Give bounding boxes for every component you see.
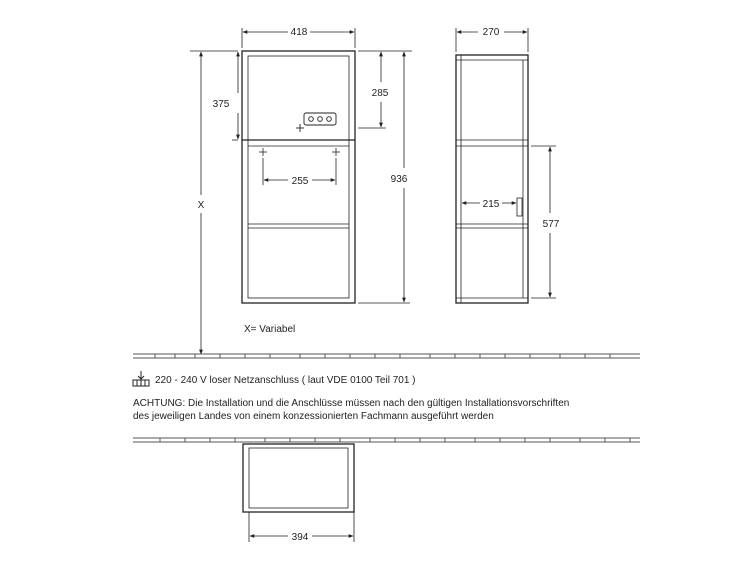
top-view-cabinet: [243, 444, 354, 512]
electrical-connection-icon: [131, 370, 151, 388]
warning-line-1: ACHTUNG: Die Installation und die Anschlüsse müssen nach den gültigen Installationsvorschriften: [133, 398, 570, 409]
warning-line-2: des jeweiligen Landes von einem konzessionierten Fachmann ausgeführt werden: [133, 411, 494, 422]
side-dimension-lines: [456, 28, 556, 298]
dim-variable-x: X: [197, 200, 205, 211]
power-connection-note: 220 - 240 V loser Netzanschluss ( laut VDE 0100 Teil 701 ): [155, 375, 416, 386]
dim-lower-height: 577: [542, 219, 560, 230]
dim-height-285: 285: [371, 88, 389, 99]
upper-floor-line: [133, 354, 640, 358]
dim-height-375: 375: [212, 99, 230, 110]
dim-side-inner: 215: [482, 199, 500, 210]
variable-note: X= Variabel: [244, 324, 296, 335]
socket-outlet-icon: [296, 113, 336, 132]
side-view-cabinet: [456, 55, 528, 303]
dim-bottom-width: 394: [291, 532, 309, 543]
front-dimension-lines: [190, 28, 412, 354]
dim-side-depth: 270: [482, 27, 500, 38]
lower-wall-line: [133, 438, 640, 442]
dim-hole-spacing: 255: [291, 176, 309, 187]
dim-front-width: 418: [290, 27, 308, 38]
dim-total-height: 936: [390, 174, 408, 185]
